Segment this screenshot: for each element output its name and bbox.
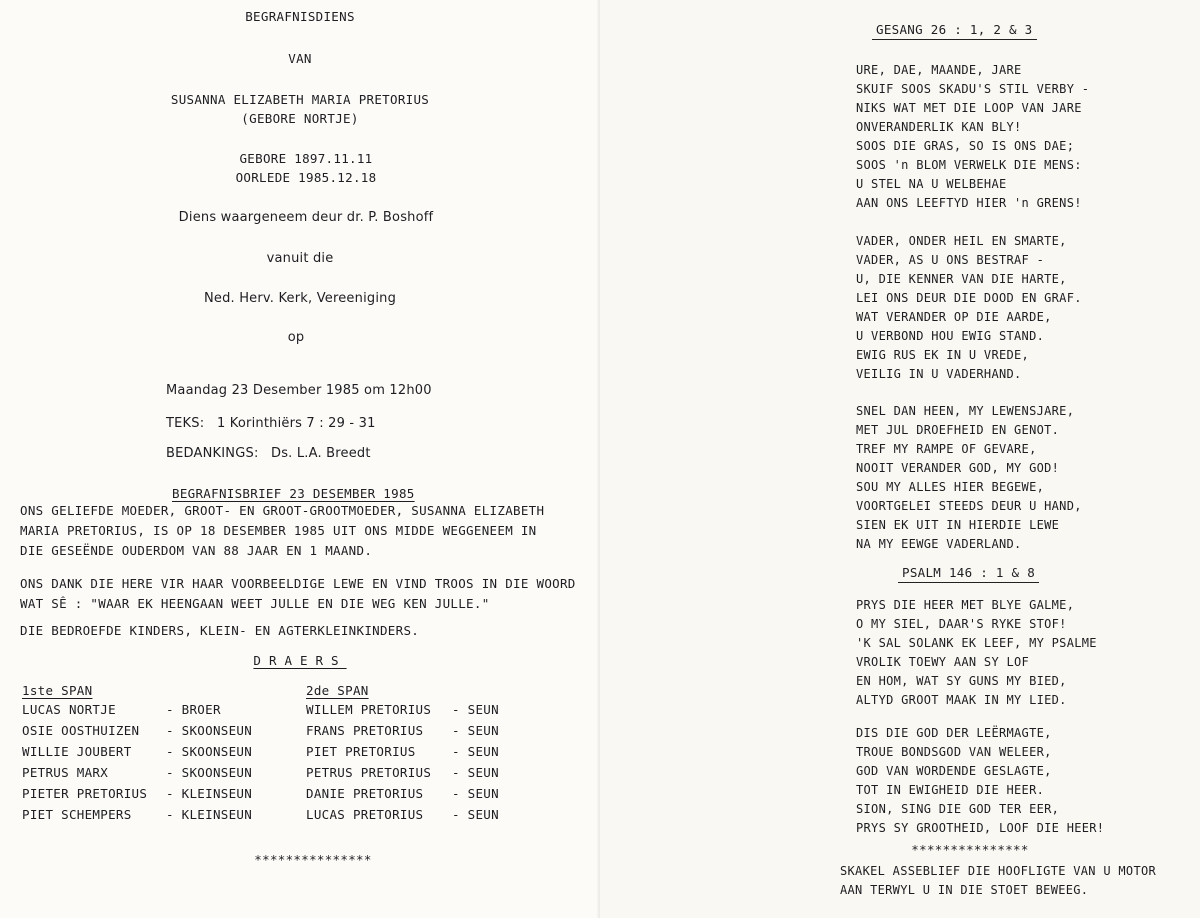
hymn-line: SNEL DAN HEEN, MY LEWENSJARE, <box>856 404 1075 418</box>
hymn-line: EWIG RUS EK IN U VREDE, <box>856 348 1030 362</box>
hymn-line: NOOIT VERANDER GOD, MY GOD! <box>856 461 1060 475</box>
hymn-line: NIKS WAT MET DIE LOOP VAN JARE <box>856 101 1082 115</box>
letter-line: DIE GESEËNDE OUDERDOM VAN 88 JAAR EN 1 MAAND. <box>20 543 373 558</box>
hymn-line: VEILIG IN U VADERHAND. <box>856 367 1022 381</box>
hymn-line: URE, DAE, MAANDE, JARE <box>856 63 1022 77</box>
bearer-relation: - BROER <box>166 702 221 717</box>
hymn-title: GESANG 26 : 1, 2 & 3 <box>872 22 1037 40</box>
bearer-relation: - SEUN <box>452 744 499 759</box>
hymn-line: SKUIF SOOS SKADU'S STIL VERBY - <box>856 82 1090 96</box>
hymn-line: SOOS DIE GRAS, SO IS ONS DAE; <box>856 139 1075 153</box>
letter-closing: DIE BEDROEFDE KINDERS, KLEIN- EN AGTERKLEINKINDERS. <box>20 623 420 638</box>
letter-line: WAT SÊ : "WAAR EK HEENGAAN WEET JULLE EN DIE WEG KEN JULLE." <box>20 596 490 611</box>
hymn-line: U VERBOND HOU EWIG STAND. <box>856 329 1045 343</box>
hymn-line: ONVERANDERLIK KAN BLY! <box>856 120 1022 134</box>
psalm-line: PRYS DIE HEER MET BLYE GALME, <box>856 598 1075 612</box>
hymn-line: U STEL NA U WELBEHAE <box>856 177 1007 191</box>
hymn-line: VOORTGELEI STEEDS DEUR U HAND, <box>856 499 1082 513</box>
team-1-title: 1ste SPAN <box>22 683 93 698</box>
bearer-name: PETRUS MARX <box>22 765 109 780</box>
hymn-line: AAN ONS LEEFTYD HIER 'n GRENS! <box>856 196 1082 210</box>
text-label: TEKS: <box>166 416 205 431</box>
thanks-name: Ds. L.A. Breedt <box>271 446 371 461</box>
psalm-line: TOT IN EWIGHEID DIE HEER. <box>856 783 1045 797</box>
bearer-relation: - SEUN <box>452 702 499 717</box>
church-name: Ned. Herv. Kerk, Vereeniging <box>203 291 397 306</box>
hymn-line: TREF MY RAMPE OF GEVARE, <box>856 442 1037 456</box>
thanks-label: BEDANKINGS: <box>166 446 259 461</box>
hymn-line: VADER, ONDER HEIL EN SMARTE, <box>856 234 1067 248</box>
bearer-name: OSIE OOSTHUIZEN <box>22 723 140 738</box>
divider-stars: *************** <box>911 842 1029 857</box>
bearer-name: PIET PRETORIUS <box>306 744 416 759</box>
text-reference: 1 Korinthiërs 7 : 29 - 31 <box>217 416 376 431</box>
bearer-relation: - SKOONSEUN <box>166 744 253 759</box>
bearer-name: PIET SCHEMPERS <box>22 807 132 822</box>
hymn-line: WAT VERANDER OP DIE AARDE, <box>856 310 1052 324</box>
bearer-relation: - SEUN <box>452 765 499 780</box>
letter-line: ONS GELIEFDE MOEDER, GROOT- EN GROOT-GROOTMOEDER, SUSANNA ELIZABETH <box>20 503 545 518</box>
psalm-line: EN HOM, WAT SY GUNS MY BIED, <box>856 674 1067 688</box>
divider-stars: *************** <box>254 852 372 867</box>
psalm-line: PRYS SY GROOTHEID, LOOF DIE HEER! <box>856 821 1105 835</box>
on-label: op <box>287 330 305 345</box>
bearer-name: WILLEM PRETORIUS <box>306 702 432 717</box>
bearer-name: PETRUS PRETORIUS <box>306 765 432 780</box>
bearer-name: WILLIE JOUBERT <box>22 744 132 759</box>
deceased-name: SUSANNA ELIZABETH MARIA PRETORIUS <box>170 92 430 107</box>
hymn-line: LEI ONS DEUR DIE DOOD EN GRAF. <box>856 291 1082 305</box>
service-date-time: Maandag 23 Desember 1985 om 12h00 <box>166 383 432 398</box>
hymn-line: U, DIE KENNER VAN DIE HARTE, <box>856 272 1067 286</box>
bearer-relation: - SEUN <box>452 807 499 822</box>
bearer-relation: - SKOONSEUN <box>166 765 253 780</box>
bearer-name: LUCAS NORTJE <box>22 702 116 717</box>
bearers-title: DRAERS <box>253 653 347 668</box>
bearer-relation: - KLEINSEUN <box>166 807 253 822</box>
death-date: OORLEDE 1985.12.18 <box>235 170 377 185</box>
psalm-line: GOD VAN WORDENDE GESLAGTE, <box>856 764 1052 778</box>
letter-line: ONS DANK DIE HERE VIR HAAR VOORBEELDIGE LEWE EN VIND TROOS IN DIE WOORD <box>20 576 576 591</box>
bearer-name: PIETER PRETORIUS <box>22 786 148 801</box>
hymn-line: NA MY EEWGE VADERLAND. <box>856 537 1022 551</box>
bearer-relation: - SEUN <box>452 723 499 738</box>
bearer-relation: - KLEINSEUN <box>166 786 253 801</box>
van-label: VAN <box>288 51 312 66</box>
from-label: vanuit die <box>266 251 334 266</box>
hymn-line: VADER, AS U ONS BESTRAF - <box>856 253 1045 267</box>
psalm-line: SION, SING DIE GOD TER EER, <box>856 802 1060 816</box>
officiant-line: Diens waargeneem deur dr. P. Boshoff <box>178 210 434 225</box>
bearer-name: DANIE PRETORIUS <box>306 786 424 801</box>
footer-line: AAN TERWYL U IN DIE STOET BEWEEG. <box>840 883 1089 897</box>
psalm-line: O MY SIEL, DAAR'S RYKE STOF! <box>856 617 1067 631</box>
letter-line: MARIA PRETORIUS, IS OP 18 DESEMBER 1985 UIT ONS MIDDE WEGGENEEM IN <box>20 523 537 538</box>
hymn-line: MET JUL DROEFHEID EN GENOT. <box>856 423 1060 437</box>
bearer-relation: - SEUN <box>452 786 499 801</box>
letter-title: BEGRAFNISBRIEF 23 DESEMBER 1985 <box>172 486 415 501</box>
bearer-name: FRANS PRETORIUS <box>306 723 424 738</box>
right-page <box>600 0 1200 918</box>
maiden-name: (GEBORE NORTJE) <box>241 111 359 126</box>
bearer-name: LUCAS PRETORIUS <box>306 807 424 822</box>
birth-date: GEBORE 1897.11.11 <box>239 151 373 166</box>
psalm-line: TROUE BONDSGOD VAN WELEER, <box>856 745 1052 759</box>
hymn-line: SIEN EK UIT IN HIERDIE LEWE <box>856 518 1060 532</box>
psalm-line: VROLIK TOEWY AAN SY LOF <box>856 655 1030 669</box>
hymn-line: SOU MY ALLES HIER BEGEWE, <box>856 480 1045 494</box>
bearer-relation: - SKOONSEUN <box>166 723 253 738</box>
service-heading: BEGRAFNISDIENS <box>245 9 355 24</box>
hymn-line: SOOS 'n BLOM VERWELK DIE MENS: <box>856 158 1082 172</box>
psalm-title: PSALM 146 : 1 & 8 <box>898 565 1039 583</box>
psalm-line: ALTYD GROOT MAAK IN MY LIED. <box>856 693 1067 707</box>
team-2-title: 2de SPAN <box>306 683 369 698</box>
psalm-line: 'K SAL SOLANK EK LEEF, MY PSALME <box>856 636 1097 650</box>
psalm-line: DIS DIE GOD DER LEËRMAGTE, <box>856 726 1052 740</box>
footer-line: SKAKEL ASSEBLIEF DIE HOOFLIGTE VAN U MOTOR <box>840 864 1157 878</box>
